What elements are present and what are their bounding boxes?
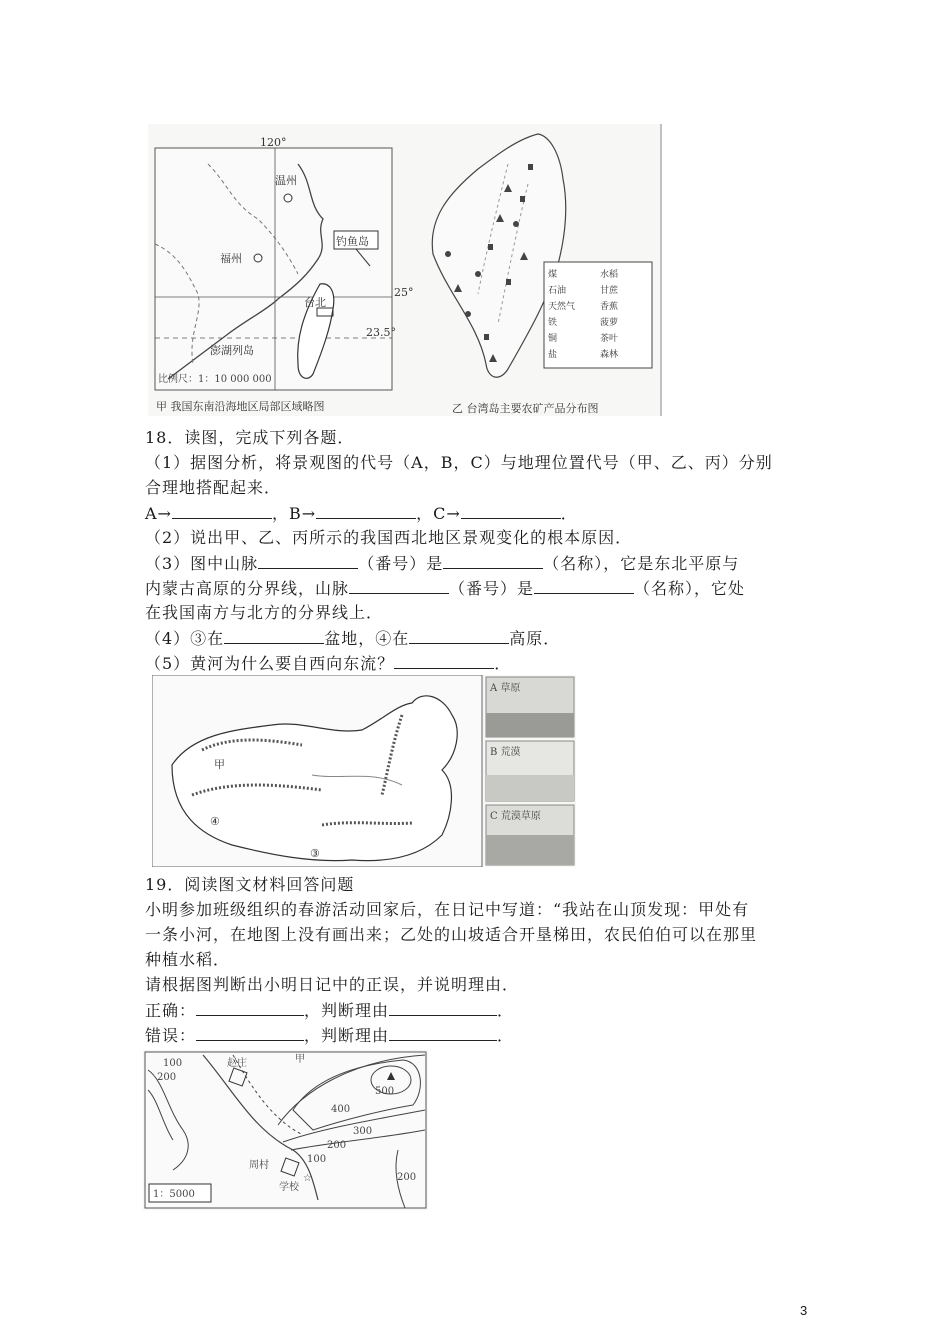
p3-a: （3）图中山脉 — [145, 554, 259, 573]
q18-part3-line1 — [145, 552, 739, 575]
p3-e: （番号）是 — [449, 579, 535, 598]
legend — [548, 267, 652, 363]
legend-item: 天然气 — [548, 302, 576, 312]
q19-correct-line — [145, 999, 514, 1022]
p5-text: （5）黄河为什么要自西向东流？ — [145, 654, 395, 673]
q18-part3-line3: 在我国南方与北方的分界线上． — [145, 603, 384, 622]
q19-title: 19．阅读图文材料回答问题 — [145, 875, 355, 894]
contour-400-label: 400 — [331, 1104, 351, 1115]
answer-blank[interactable] — [461, 502, 561, 519]
answer-blank[interactable] — [443, 552, 543, 569]
answer-blank[interactable] — [224, 627, 324, 644]
answer-blank[interactable] — [172, 502, 272, 519]
school-label: 学校 — [279, 1182, 299, 1193]
p4-a: （4）③在 — [145, 629, 225, 648]
figure3-svg — [143, 1050, 428, 1210]
p3-d: 内蒙古高原的分界线，山脉 — [145, 579, 350, 598]
answer-blank[interactable] — [349, 577, 449, 594]
jia-label: 甲 — [295, 1054, 305, 1065]
fuzhou-label: 福州 — [220, 252, 242, 265]
school-marker: ☆ — [303, 1173, 312, 1184]
panel-a-label: A 草原 — [490, 683, 521, 694]
legend-item: 盐 — [548, 350, 558, 360]
scale-label: 比例尺：1：10 000 000 — [158, 374, 272, 385]
q19-wrong-line — [145, 1024, 514, 1047]
q18-part2: （2）说出甲、乙、丙所示的我国西北地区景观变化的根本原因． — [145, 528, 633, 547]
figure2-svg — [152, 675, 576, 867]
meridian-label: 120° — [260, 136, 287, 149]
end-dot: ． — [497, 1001, 515, 1020]
legend-item: 香蕉 — [600, 302, 619, 312]
q18-part4 — [145, 627, 560, 650]
q18-part1-line1: （1）据图分析，将景观图的代号（A，B，C）与地理位置代号（甲、乙、丙）分别 — [145, 453, 773, 472]
lat-25-label: 25° — [394, 286, 414, 299]
panel-b-label: B 荒漠 — [490, 747, 521, 758]
reason-label: ，判断理由 — [304, 1001, 390, 1020]
legend-item: 茶叶 — [600, 334, 619, 344]
legend-item: 煤 — [548, 270, 558, 280]
right-map-caption: 乙 台湾岛主要农矿产品分布图 — [452, 402, 599, 415]
penghu-label: 澎湖列岛 — [210, 344, 254, 357]
diaoyu-label: 钓鱼岛 — [336, 235, 369, 248]
legend-item: 水稻 — [600, 270, 619, 280]
legend-item: 菠萝 — [600, 318, 619, 328]
answer-blank[interactable] — [316, 502, 416, 519]
q19-body-line3: 种植水稻． — [145, 950, 231, 969]
scale-label: 1：5000 — [153, 1189, 195, 1200]
answer-blank[interactable] — [389, 1024, 497, 1041]
jia-label: 甲 — [214, 758, 225, 771]
page-number: 3 — [800, 1303, 808, 1318]
contour-200b-label: 200 — [327, 1140, 347, 1151]
match-a-label: A→ — [145, 504, 172, 523]
reason-label: ，判断理由 — [304, 1026, 390, 1045]
answer-blank[interactable] — [196, 1024, 304, 1041]
contour-200-label: 200 — [157, 1072, 177, 1083]
contour-500-label: 500 — [375, 1086, 395, 1097]
wenzhou-label: 温州 — [275, 174, 297, 187]
q19-body-line2: 一条小河，在地图上没有画出来；乙处的山坡适合开垦梯田，农民伯伯可以在那里 — [145, 925, 758, 944]
legend-item: 森林 — [600, 350, 619, 360]
answer-blank[interactable] — [196, 999, 304, 1016]
p3-b: （番号）是 — [358, 554, 444, 573]
left-map-caption: 甲 我国东南沿海地区局部区域略图 — [156, 400, 325, 413]
p4-c: 高原． — [509, 629, 561, 648]
q19-body-line1: 小明参加班级组织的春游活动回家后，在日记中写道：“我站在山顶发现：甲处有 — [145, 900, 750, 919]
legend-item: 石油 — [548, 286, 567, 296]
zhoucun-label: 周村 — [249, 1160, 269, 1171]
answer-blank[interactable] — [409, 627, 509, 644]
p5-end: ． — [494, 654, 512, 673]
answer-blank[interactable] — [389, 999, 497, 1016]
zhaozhuang-label: 赵庄 — [227, 1058, 247, 1069]
contour-200c-label: 200 — [397, 1172, 417, 1183]
q18-part1-line2: 合理地搭配起来． — [145, 478, 282, 497]
match-b-label: ，B→ — [271, 504, 317, 523]
answer-blank[interactable] — [534, 577, 634, 594]
end-dot: ． — [497, 1026, 515, 1045]
contour-300-label: 300 — [353, 1126, 373, 1137]
taipei-label: 台北 — [304, 296, 326, 309]
figure-southeast-coast-and-taiwan — [148, 124, 662, 416]
panel-c-label: C 荒漠草原 — [490, 811, 541, 822]
wrong-label: 错误： — [145, 1026, 197, 1045]
label-3: ③ — [310, 847, 320, 860]
answer-blank[interactable] — [258, 552, 358, 569]
contour-100b-label: 100 — [307, 1154, 327, 1165]
q18-part3-line2 — [145, 577, 745, 600]
legend-item: 甘蔗 — [600, 286, 619, 296]
end-dot: ． — [560, 504, 578, 523]
answer-blank[interactable] — [394, 652, 494, 669]
lat-23-5-label: 23.5° — [366, 326, 396, 339]
p4-b: 盆地，④在 — [324, 629, 410, 648]
contour-100-label: 100 — [163, 1058, 183, 1069]
label-4: ④ — [210, 815, 220, 828]
p3-c: （名称），它是东北平原与 — [543, 554, 740, 573]
q18-title: 18．读图，完成下列各题． — [145, 428, 355, 447]
p3-f: （名称），它处 — [634, 579, 746, 598]
q19-ask: 请根据图判断出小明日记中的正误，并说明理由． — [145, 975, 520, 994]
q18-match-line — [145, 502, 578, 525]
legend-item: 铜 — [548, 334, 558, 344]
match-c-label: ，C→ — [416, 504, 461, 523]
figure-china-landscapes — [152, 675, 576, 867]
q18-part5 — [145, 652, 511, 675]
figure-contour-map — [143, 1050, 428, 1210]
legend-item: 铁 — [548, 318, 558, 328]
correct-label: 正确： — [145, 1001, 197, 1020]
